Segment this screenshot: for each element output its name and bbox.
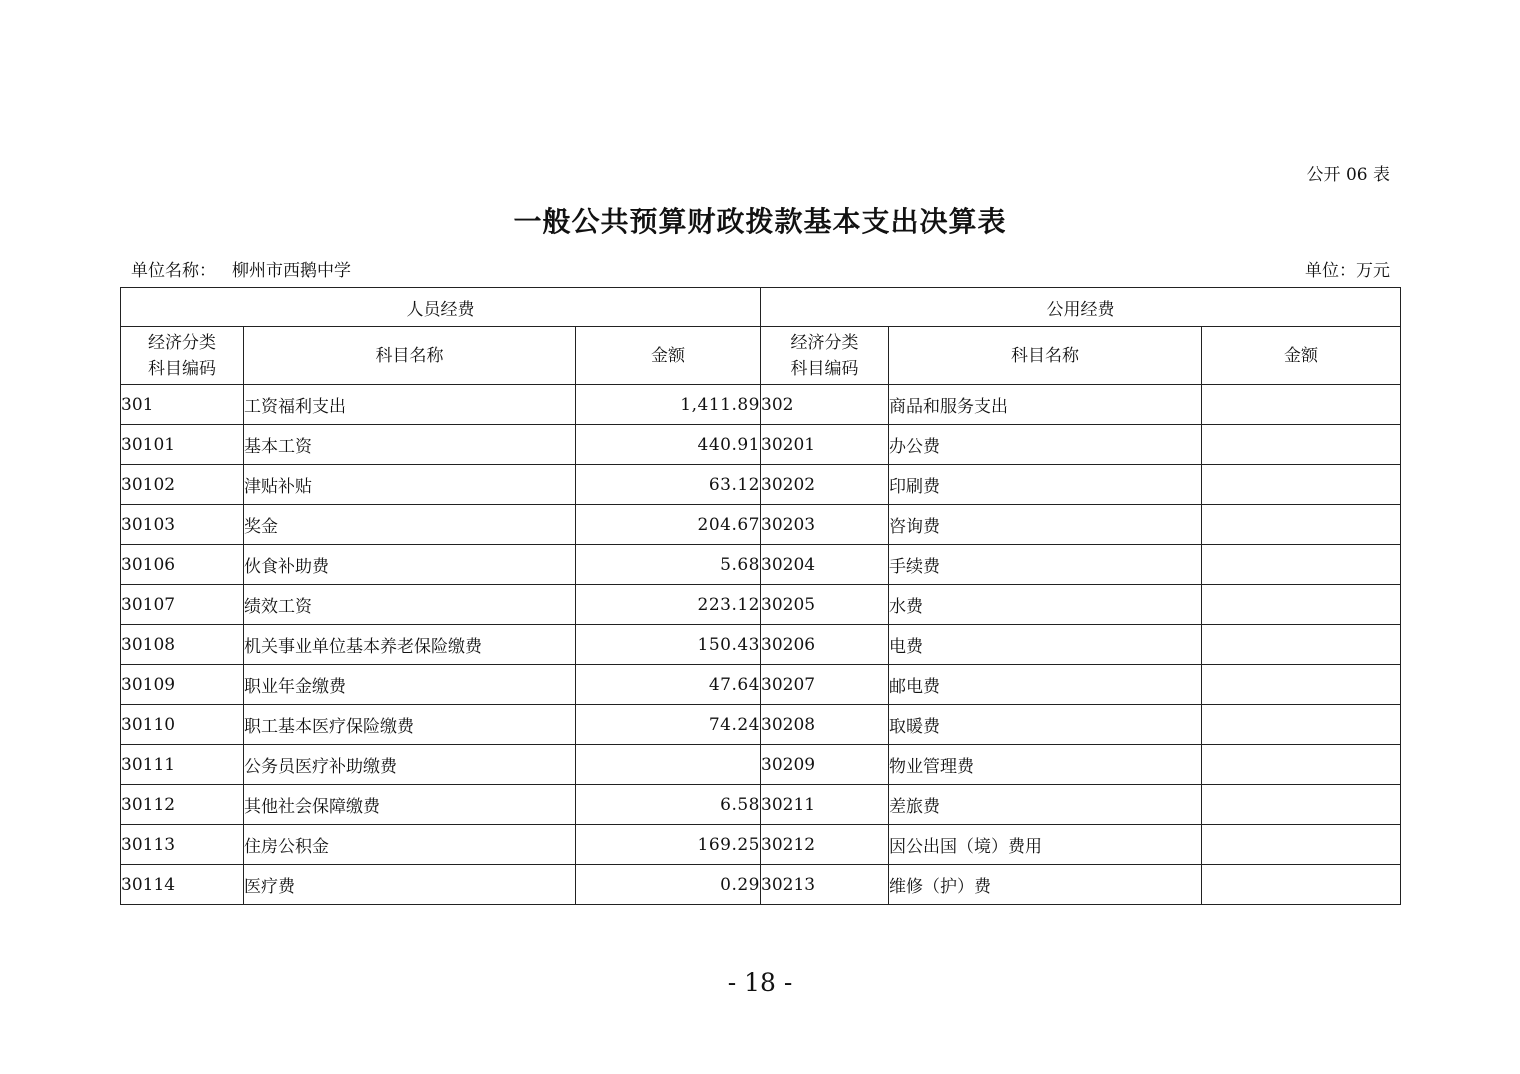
- public-amount-cell: [1202, 625, 1401, 665]
- public-code-cell: 30206: [761, 625, 889, 665]
- personnel-name-cell: 绩效工资: [244, 585, 576, 625]
- table-row: [121, 585, 1401, 625]
- personnel-amount-cell: 47.64: [576, 665, 761, 705]
- personnel-code-cell: 30111: [121, 745, 244, 785]
- public-code-header: [761, 327, 889, 385]
- public-amount-cell: [1202, 745, 1401, 785]
- code-header-line1: 经济分类: [148, 332, 216, 353]
- public-name-cell: 电费: [889, 625, 1202, 665]
- personnel-name-cell: 公务员医疗补助缴费: [244, 745, 576, 785]
- personnel-code-cell: 30107: [121, 585, 244, 625]
- personnel-amount-cell: 1,411.89: [576, 385, 761, 425]
- group-header-row: [121, 288, 1401, 327]
- code-header-line2: 科目编码: [148, 358, 216, 379]
- public-amount-cell: [1202, 545, 1401, 585]
- public-amount-cell: [1202, 785, 1401, 825]
- table-row: [121, 705, 1401, 745]
- personnel-amount-header: 金额: [576, 327, 761, 385]
- personnel-code-cell: 30106: [121, 545, 244, 585]
- public-name-header: 科目名称: [889, 327, 1202, 385]
- personnel-code-cell: 301: [121, 385, 244, 425]
- public-amount-cell: [1202, 385, 1401, 425]
- unit-name-value: 柳州市西鹅中学: [232, 261, 351, 281]
- personnel-name-cell: 住房公积金: [244, 825, 576, 865]
- personnel-name-cell: 职业年金缴费: [244, 665, 576, 705]
- group-public-header: 公用经费: [761, 288, 1401, 327]
- public-code-cell: 30212: [761, 825, 889, 865]
- personnel-code-cell: 30110: [121, 705, 244, 745]
- public-amount-header: 金额: [1202, 327, 1401, 385]
- public-amount-cell: [1202, 865, 1401, 905]
- group-personnel-header: 人员经费: [121, 288, 761, 327]
- unit-name-label: 单位名称：: [131, 261, 216, 281]
- table-row: [121, 545, 1401, 585]
- unit-measure: 单位：万元: [1305, 261, 1390, 281]
- personnel-code-cell: 30108: [121, 625, 244, 665]
- personnel-code-header: [121, 327, 244, 385]
- public-code-cell: 30208: [761, 705, 889, 745]
- personnel-amount-cell: 0.29: [576, 865, 761, 905]
- public-name-cell: 因公出国（境）费用: [889, 825, 1202, 865]
- public-code-cell: 30203: [761, 505, 889, 545]
- personnel-name-cell: 工资福利支出: [244, 385, 576, 425]
- personnel-name-cell: 职工基本医疗保险缴费: [244, 705, 576, 745]
- table-row: [121, 465, 1401, 505]
- personnel-name-cell: 奖金: [244, 505, 576, 545]
- column-header-row: [121, 327, 1401, 385]
- public-amount-cell: [1202, 825, 1401, 865]
- public-name-cell: 咨询费: [889, 505, 1202, 545]
- public-name-cell: 维修（护）费: [889, 865, 1202, 905]
- personnel-amount-cell: 204.67: [576, 505, 761, 545]
- public-amount-cell: [1202, 585, 1401, 625]
- personnel-amount-cell: 169.25: [576, 825, 761, 865]
- personnel-name-cell: 基本工资: [244, 425, 576, 465]
- public-amount-cell: [1202, 425, 1401, 465]
- form-code: 公开 06 表: [1306, 165, 1390, 185]
- personnel-name-cell: 其他社会保障缴费: [244, 785, 576, 825]
- public-code-cell: 302: [761, 385, 889, 425]
- table-row: [121, 825, 1401, 865]
- public-name-cell: 商品和服务支出: [889, 385, 1202, 425]
- public-code-cell: 30207: [761, 665, 889, 705]
- personnel-name-cell: 津贴补贴: [244, 465, 576, 505]
- public-amount-cell: [1202, 705, 1401, 745]
- table-row: [121, 425, 1401, 465]
- personnel-name-cell: 医疗费: [244, 865, 576, 905]
- table-row: [121, 505, 1401, 545]
- personnel-amount-cell: 63.12: [576, 465, 761, 505]
- public-code-cell: 30205: [761, 585, 889, 625]
- personnel-amount-cell: 5.68: [576, 545, 761, 585]
- public-name-cell: 取暖费: [889, 705, 1202, 745]
- public-name-cell: 印刷费: [889, 465, 1202, 505]
- table-row: [121, 665, 1401, 705]
- personnel-code-cell: 30114: [121, 865, 244, 905]
- public-name-cell: 物业管理费: [889, 745, 1202, 785]
- public-name-cell: 手续费: [889, 545, 1202, 585]
- personnel-code-cell: 30109: [121, 665, 244, 705]
- public-code-cell: 30202: [761, 465, 889, 505]
- table-row: [121, 865, 1401, 905]
- personnel-code-cell: 30102: [121, 465, 244, 505]
- public-code-cell: 30209: [761, 745, 889, 785]
- code-header-line2: 科目编码: [790, 358, 859, 379]
- public-name-cell: 差旅费: [889, 785, 1202, 825]
- public-code-cell: 30211: [761, 785, 889, 825]
- personnel-amount-cell: 150.43: [576, 625, 761, 665]
- table-row: [121, 385, 1401, 425]
- personnel-amount-cell: 6.58: [576, 785, 761, 825]
- public-code-cell: 30201: [761, 425, 889, 465]
- public-code-cell: 30213: [761, 865, 889, 905]
- personnel-amount-cell: 223.12: [576, 585, 761, 625]
- unit-name-line: [131, 256, 351, 281]
- public-amount-cell: [1202, 465, 1401, 505]
- public-name-cell: 水费: [889, 585, 1202, 625]
- public-amount-cell: [1202, 665, 1401, 705]
- personnel-code-cell: 30112: [121, 785, 244, 825]
- personnel-amount-cell: [576, 745, 761, 785]
- personnel-name-cell: 机关事业单位基本养老保险缴费: [244, 625, 576, 665]
- personnel-code-cell: 30113: [121, 825, 244, 865]
- table-row: [121, 745, 1401, 785]
- personnel-amount-cell: 74.24: [576, 705, 761, 745]
- personnel-name-cell: 伙食补助费: [244, 545, 576, 585]
- public-amount-cell: [1202, 505, 1401, 545]
- table-row: [121, 625, 1401, 665]
- table-row: [121, 785, 1401, 825]
- personnel-code-cell: 30101: [121, 425, 244, 465]
- expenditure-table: [120, 287, 1401, 905]
- public-code-cell: 30204: [761, 545, 889, 585]
- page-title: 一般公共预算财政拨款基本支出决算表: [513, 205, 1007, 238]
- code-header-line1: 经济分类: [790, 332, 859, 353]
- personnel-name-header: 科目名称: [244, 327, 576, 385]
- personnel-code-cell: 30103: [121, 505, 244, 545]
- personnel-amount-cell: 440.91: [576, 425, 761, 465]
- public-name-cell: 邮电费: [889, 665, 1202, 705]
- page-number: - 18 -: [727, 968, 793, 997]
- public-name-cell: 办公费: [889, 425, 1202, 465]
